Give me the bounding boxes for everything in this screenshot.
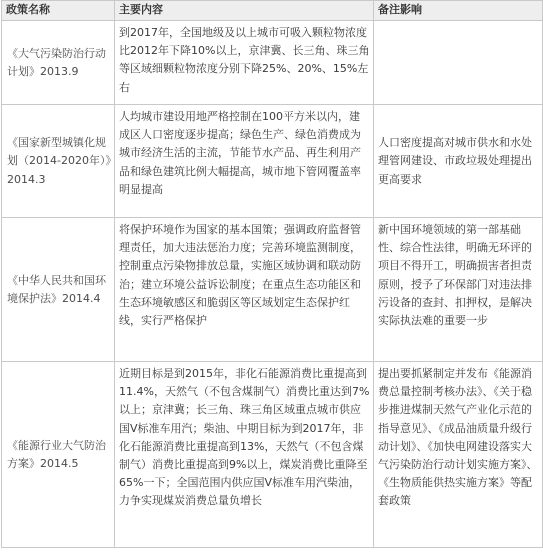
policy-name: 《大气污染防治行动计划》2013.9 [7, 46, 106, 78]
remarks: 人口密度提高对城市供水和水处理管网建设、市政垃圾处理提出更高要求 [378, 136, 532, 186]
policy-name-cell [2, 362, 115, 548]
policy-name: 《能源行业大气防治方案》2014.5 [7, 438, 106, 470]
table-row [2, 218, 543, 362]
remarks-cell [374, 105, 543, 218]
main-content: 到2017年，全国地级及以上城市可吸入颗粒物浓度比2012年下降10%以上，京津冀、长三角、珠三角等区域细颗粒物浓度分别下降25%、20%、15%左右 [119, 26, 370, 94]
main-content-cell [115, 21, 374, 105]
remarks-cell [374, 21, 543, 105]
table-row [2, 362, 543, 548]
policy-name-cell [2, 105, 115, 218]
table-row [2, 21, 543, 105]
remarks-cell [374, 362, 543, 548]
main-content-cell [115, 218, 374, 362]
main-content: 近期目标是到2015年，非化石能源消费比重提高到11.4%，天然气（不包含煤制气）消费比重达到7%以上；京津冀；长三角、珠三角区域重点城市供应国V标准车用汽；柴油、中期目标为到2017年，非化石能源消费比重提高到13%，天然气（不包含煤制气）消费比重提高到9%以上，煤炭消费比重降至65%一下；全国范围内供应国V标准车用汽柴油，力争实现煤炭消费总量负增长 [119, 367, 370, 508]
header-policy-name: 政策名称 [2, 1, 115, 21]
main-content: 将保护环境作为国家的基本国策；强调政府监督管理责任，加大违法惩治力度；完善环境监测制度，控制重点污染物排放总量，实施区域协调和联动防治；建立环境公益诉讼制度；在重点生态功能区和生态环境敏感区和脆弱区等区域划定生态保护红线，实行严格保护 [119, 223, 361, 328]
main-content-cell [115, 362, 374, 548]
header-main-content: 主要内容 [115, 1, 374, 21]
remarks: 新中国环境领域的第一部基础性、综合性法律，明确无环评的项目不得开工，明确损害者担责原则，授予了环保部门对违法排污设备的查封、扣押权，是解决实际执法难的重要一步 [378, 223, 532, 328]
policy-name: 《中华人民共和国环境保护法》2014.4 [7, 273, 106, 305]
remarks-cell [374, 218, 543, 362]
main-content: 人均城市建设用地严格控制在100平方米以内，建成区人口密度逐步提高；绿色生产、绿色消费成为城市经济生活的主流，节能节水产品、再生利用产品和绿色建筑比例大幅提高，城市地下管网覆盖率明显提高 [119, 110, 361, 196]
policy-name-cell [2, 218, 115, 362]
header-row [2, 1, 543, 21]
table-row [2, 105, 543, 218]
remarks: 提出要抓紧制定并发布《能源消费总量控制考核办法》、《关于稳步推进煤制天然气产业化示范的指导意见》、《成品油质量升级行动计划》、《加快电网建设落实大气污染防治行动计划实施方案》、《生物质能供热实施方案》等配套政策 [378, 367, 538, 508]
policy-table [1, 0, 543, 548]
header-remarks: 备注影响 [374, 1, 543, 21]
policy-name: 《国家新型城镇化规划（2014-2020年）》2014.3 [7, 136, 111, 186]
policy-name-cell [2, 21, 115, 105]
main-content-cell [115, 105, 374, 218]
